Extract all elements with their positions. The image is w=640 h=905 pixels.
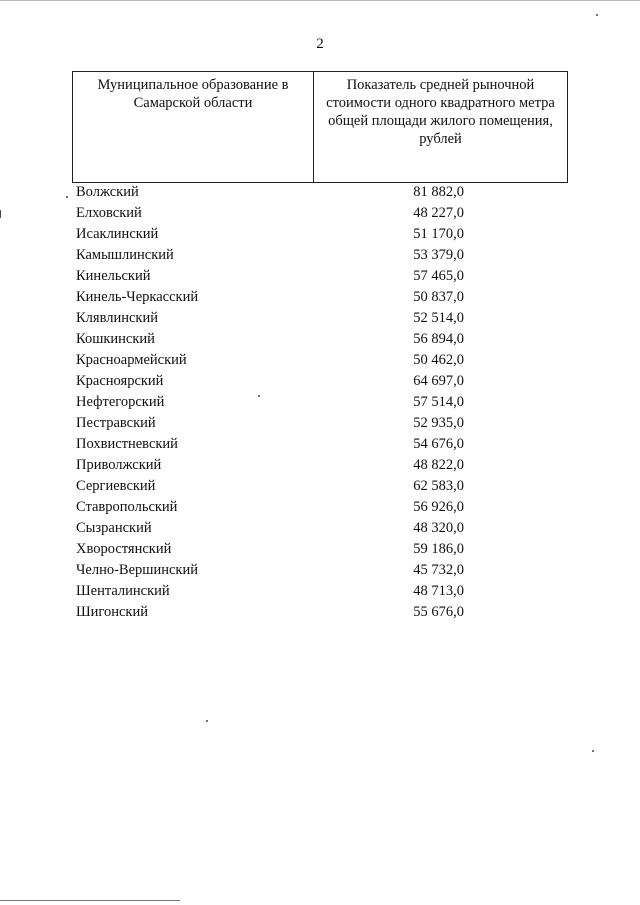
table-body — [0, 182, 640, 623]
price-per-sqm-value: 48 227,0 — [413, 205, 464, 221]
municipality-name: Приволжский — [76, 457, 162, 473]
municipality-name: Шенталинский — [76, 583, 170, 599]
table-row — [0, 203, 640, 224]
table-row — [0, 371, 640, 392]
price-per-sqm-value: 57 514,0 — [413, 394, 464, 410]
price-per-sqm-value: 48 320,0 — [413, 520, 464, 536]
table-header — [72, 71, 568, 183]
scan-speck — [206, 720, 208, 722]
price-per-sqm-value: 51 170,0 — [413, 226, 464, 242]
table-row — [0, 266, 640, 287]
table-row — [0, 287, 640, 308]
municipality-name: Похвистневский — [76, 436, 178, 452]
price-per-sqm-value: 50 837,0 — [413, 289, 464, 305]
table-row — [0, 392, 640, 413]
municipality-name: Елховский — [76, 205, 142, 221]
municipality-name: Шигонский — [76, 604, 148, 620]
scan-speck — [258, 395, 260, 397]
municipality-name: Кинель-Черкасский — [76, 289, 199, 305]
scan-speck — [592, 750, 594, 752]
municipality-name: Пестравский — [76, 415, 156, 431]
scan-speck — [0, 210, 1, 218]
municipality-name: Сызранский — [76, 520, 152, 536]
municipality-name: Сергиевский — [76, 478, 156, 494]
municipality-name: Ставропольский — [76, 499, 178, 515]
price-per-sqm-value: 56 926,0 — [413, 499, 464, 515]
table-row — [0, 497, 640, 518]
table-row — [0, 224, 640, 245]
table-row — [0, 329, 640, 350]
table-row — [0, 245, 640, 266]
table-row — [0, 413, 640, 434]
municipality-name: Нефтегорский — [76, 394, 165, 410]
price-per-sqm-value: 48 713,0 — [413, 583, 464, 599]
table-row — [0, 539, 640, 560]
table-row — [0, 455, 640, 476]
municipality-name: Красноярский — [76, 373, 164, 389]
price-per-sqm-value: 53 379,0 — [413, 247, 464, 263]
price-per-sqm-value: 52 935,0 — [413, 415, 464, 431]
header-municipality: Муниципальное образование в Самарской области — [73, 72, 314, 182]
price-per-sqm-value: 64 697,0 — [413, 373, 464, 389]
municipality-name: Волжский — [76, 184, 139, 200]
price-per-sqm-value: 52 514,0 — [413, 310, 464, 326]
price-per-sqm-value: 57 465,0 — [413, 268, 464, 284]
price-per-sqm-value: 62 583,0 — [413, 478, 464, 494]
table-row — [0, 476, 640, 497]
scan-top-edge — [0, 0, 640, 1]
header-indicator: Показатель средней рыночной стоимости одного квадратного метра общей площади жилого помещения, рублей — [326, 77, 555, 147]
price-per-sqm-value: 50 462,0 — [413, 352, 464, 368]
price-per-sqm-value: 48 822,0 — [413, 457, 464, 473]
municipality-name: Кинельский — [76, 268, 151, 284]
price-per-sqm-value: 59 186,0 — [413, 541, 464, 557]
municipality-name: Исаклинский — [76, 226, 159, 242]
municipality-name: Клявлинский — [76, 310, 158, 326]
table-row — [0, 602, 640, 623]
table-row — [0, 560, 640, 581]
table-row — [0, 434, 640, 455]
table-row — [0, 350, 640, 371]
table-row — [0, 308, 640, 329]
municipality-name: Кошкинский — [76, 331, 155, 347]
table-row — [0, 581, 640, 602]
page-number: 2 — [316, 36, 324, 52]
price-per-sqm-value: 45 732,0 — [413, 562, 464, 578]
municipality-name: Камышлинский — [76, 247, 174, 263]
municipality-name: Хворостянский — [76, 541, 172, 557]
table-row — [0, 518, 640, 539]
municipality-name: Челно-Вершинский — [76, 562, 198, 578]
price-per-sqm-value: 54 676,0 — [413, 436, 464, 452]
scan-speck — [66, 196, 68, 198]
price-per-sqm-value: 56 894,0 — [413, 331, 464, 347]
scan-bottom-edge — [0, 900, 180, 901]
scan-speck — [596, 14, 598, 16]
table-row — [0, 182, 640, 203]
price-per-sqm-value: 55 676,0 — [413, 604, 464, 620]
price-per-sqm-value: 81 882,0 — [413, 184, 464, 200]
municipality-name: Красноармейский — [76, 352, 187, 368]
